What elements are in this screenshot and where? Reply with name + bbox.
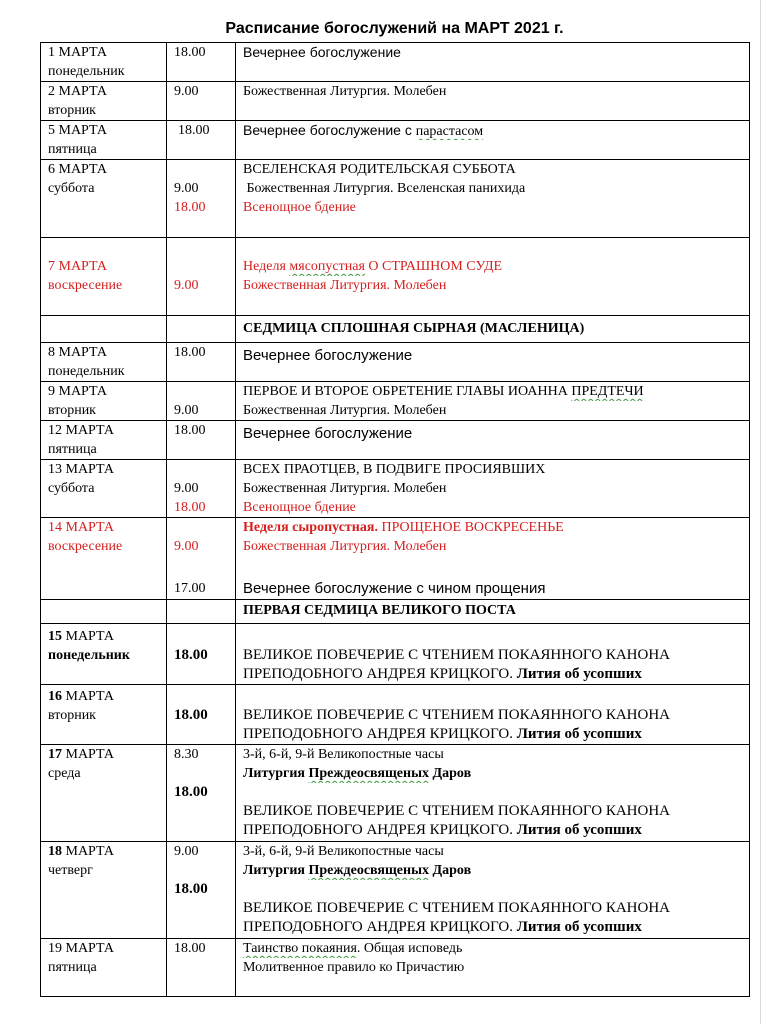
service-line: Божественная Литургия. Вселенская панихида: [246, 181, 526, 196]
weekday: понедельник: [48, 648, 130, 663]
weekday: суббота: [48, 481, 95, 496]
service-line: 3-й, 6-й, 9-й Великопостные часы: [243, 844, 444, 859]
service-line: ВЕЛИКОЕ ПОВЕЧЕРИЕ С ЧТЕНИЕМ ПОКАЯННОГО КАНОНА: [243, 803, 670, 819]
section-header-row: [41, 316, 750, 343]
service-cell: [236, 745, 750, 842]
date-cell: [41, 121, 167, 160]
time: 9.00: [174, 84, 199, 99]
time-cell: [167, 939, 236, 997]
service-cell: [236, 160, 750, 238]
time: 18.00: [174, 707, 208, 723]
weekday: суббота: [48, 181, 95, 196]
time-cell: [167, 43, 236, 82]
service-cell: [236, 939, 750, 997]
service-line: ПРЕПОДОБНОГО АНДРЕЯ КРИЦКОГО. Лития об усопших: [243, 919, 642, 935]
service-line: Таинство покаяния. Общая исповедь: [243, 941, 463, 956]
service-line: ВЕЛИКОЕ ПОВЕЧЕРИЕ С ЧТЕНИЕМ ПОКАЯННОГО КАНОНА: [243, 647, 670, 663]
table-row: [41, 343, 750, 382]
feast-title: ПЕРВОЕ И ВТОРОЕ ОБРЕТЕНИЕ ГЛАВЫ ИОАННА ПРЕДТЕЧИ: [243, 384, 644, 399]
time: 18.00: [174, 941, 206, 956]
time: 9.00: [174, 844, 199, 859]
date: 18 МАРТА: [48, 844, 114, 859]
date: 15 МАРТА: [48, 629, 114, 644]
feast-title: Неделя мясопустная О СТРАШНОМ СУДЕ: [243, 259, 503, 274]
table-row: [41, 685, 750, 745]
service-cell: [236, 82, 750, 121]
time: 18.00: [174, 345, 206, 360]
table-row: [41, 121, 750, 160]
date: 14 МАРТА: [48, 520, 114, 535]
weekday: понедельник: [48, 364, 125, 379]
service-line: ВЕЛИКОЕ ПОВЕЧЕРИЕ С ЧТЕНИЕМ ПОКАЯННОГО КАНОНА: [243, 900, 670, 916]
table-row: [41, 160, 750, 238]
time: 18.00: [174, 45, 206, 60]
time: 9.00: [174, 481, 199, 496]
service-line: 3-й, 6-й, 9-й Великопостные часы: [243, 747, 444, 762]
date-cell: [41, 421, 167, 460]
service-line: Всенощное бдение: [243, 500, 356, 515]
service-line: ВЕЛИКОЕ ПОВЕЧЕРИЕ С ЧТЕНИЕМ ПОКАЯННОГО КАНОНА: [243, 707, 670, 723]
weekday: воскресение: [48, 278, 123, 293]
date-cell: [41, 460, 167, 518]
service-line: Божественная Литургия. Молебен: [243, 539, 447, 554]
section-header-cell: [236, 600, 750, 624]
date: 19 МАРТА: [48, 941, 114, 956]
date: 17 МАРТА: [48, 747, 114, 762]
weekday: вторник: [48, 403, 96, 418]
feast-title: ВСЕХ ПРАОТЦЕВ, В ПОДВИГЕ ПРОСИЯВШИХ: [243, 462, 546, 477]
time: 9.00: [174, 278, 199, 293]
time: 18.00: [178, 123, 210, 138]
service-line: Вечернее богослужение: [243, 425, 413, 442]
weekday: пятница: [48, 442, 97, 457]
page-title: Расписание богослужений на МАРТ 2021 г.: [225, 20, 564, 37]
date-cell: [41, 842, 167, 939]
weekday: среда: [48, 766, 81, 781]
service-cell: [236, 842, 750, 939]
service-line: ПРЕПОДОБНОГО АНДРЕЯ КРИЦКОГО. Лития об усопших: [243, 822, 642, 838]
time: 9.00: [174, 539, 199, 554]
table-row: [41, 382, 750, 421]
service-line: Божественная Литургия. Молебен: [243, 481, 447, 496]
time-cell: [167, 160, 236, 238]
weekday: вторник: [48, 103, 96, 118]
service-line: Молитвенное правило ко Причастию: [243, 960, 465, 975]
section-header-cell: [236, 316, 750, 343]
weekday: понедельник: [48, 64, 125, 79]
schedule-table: [40, 42, 750, 997]
date: 8 МАРТА: [48, 345, 107, 360]
date: 16 МАРТА: [48, 689, 114, 704]
table-row: [41, 460, 750, 518]
weekday: пятница: [48, 142, 97, 157]
time: 9.00: [174, 181, 199, 196]
service-line: ПРЕПОДОБНОГО АНДРЕЯ КРИЦКОГО. Лития об усопших: [243, 666, 642, 682]
service-cell: [236, 460, 750, 518]
date: 13 МАРТА: [48, 462, 114, 477]
weekday: пятница: [48, 960, 97, 975]
date: 5 МАРТА: [48, 123, 107, 138]
time: 18.00: [174, 881, 208, 897]
date-cell: [41, 624, 167, 685]
service-line: Литургия Преждеосвященых Даров: [243, 766, 472, 781]
table-row: [41, 518, 750, 600]
date: 9 МАРТА: [48, 384, 107, 399]
service-cell: [236, 382, 750, 421]
time: 9.00: [174, 403, 199, 418]
time-cell: [167, 82, 236, 121]
service-line: Литургия Преждеосвященых Даров: [243, 863, 472, 878]
time-cell: [167, 382, 236, 421]
table-row: [41, 238, 750, 316]
time-cell: [167, 624, 236, 685]
service-line: Вечернее богослужение с чином прощения: [243, 580, 546, 597]
time-cell: [167, 518, 236, 600]
time-cell: [167, 685, 236, 745]
table-row: [41, 82, 750, 121]
service-cell: [236, 121, 750, 160]
weekday: вторник: [48, 708, 96, 723]
time: 18.00: [174, 423, 206, 438]
service-cell: [236, 238, 750, 316]
weekday: четверг: [48, 863, 93, 878]
time-cell: [167, 121, 236, 160]
page-edge: [760, 0, 761, 1024]
time-cell: [167, 460, 236, 518]
date-cell: [41, 745, 167, 842]
time: 8.30: [174, 747, 199, 762]
time-cell: [167, 745, 236, 842]
date-cell: [41, 82, 167, 121]
service-cell: [236, 624, 750, 685]
table-row: [41, 624, 750, 685]
time: 18.00: [174, 784, 208, 800]
service-line: Вечернее богослужение с парастасом: [243, 122, 484, 139]
time-cell: [167, 842, 236, 939]
time-cell: [167, 343, 236, 382]
date-cell: [41, 382, 167, 421]
feast-title: Неделя сыропустная. ПРОЩЕНОЕ ВОСКРЕСЕНЬЕ: [243, 520, 564, 535]
section-title: СЕДМИЦА СПЛОШНАЯ СЫРНАЯ (МАСЛЕНИЦА): [243, 321, 585, 336]
date-cell: [41, 518, 167, 600]
date-cell: [41, 939, 167, 997]
section-title: ПЕРВАЯ СЕДМИЦА ВЕЛИКОГО ПОСТА: [243, 603, 516, 618]
service-line: Божественная Литургия. Молебен: [243, 278, 447, 293]
table-row: [41, 939, 750, 997]
service-line: Вечернее богослужение: [243, 44, 401, 60]
service-cell: [236, 43, 750, 82]
table-row: [41, 745, 750, 842]
service-line: Всенощное бдение: [243, 200, 356, 215]
date: 7 МАРТА: [48, 259, 107, 274]
date: 6 МАРТА: [48, 162, 107, 177]
date: 1 МАРТА: [48, 45, 107, 60]
service-cell: [236, 518, 750, 600]
weekday: воскресение: [48, 539, 123, 554]
feast-title: ВСЕЛЕНСКАЯ РОДИТЕЛЬСКАЯ СУББОТА: [243, 162, 516, 177]
date-cell: [41, 43, 167, 82]
service-cell: [236, 421, 750, 460]
service-line: Божественная Литургия. Молебен: [243, 403, 447, 418]
table-row: [41, 421, 750, 460]
table-row: [41, 43, 750, 82]
service-line: ПРЕПОДОБНОГО АНДРЕЯ КРИЦКОГО. Лития об усопших: [243, 726, 642, 742]
time-cell: [167, 421, 236, 460]
date: 12 МАРТА: [48, 423, 114, 438]
section-header-row: [41, 600, 750, 624]
table-row: [41, 842, 750, 939]
date: 2 МАРТА: [48, 84, 107, 99]
time: 18.00: [174, 200, 206, 215]
date-cell: [41, 160, 167, 238]
service-line: Божественная Литургия. Молебен: [243, 84, 447, 99]
time: 18.00: [174, 500, 206, 515]
time: 17.00: [174, 581, 206, 596]
date-cell: [41, 685, 167, 745]
service-cell: [236, 685, 750, 745]
service-cell: [236, 343, 750, 382]
time-cell: [167, 238, 236, 316]
date-cell: [41, 238, 167, 316]
service-line: Вечернее богослужение: [243, 347, 413, 364]
time: 18.00: [174, 647, 208, 663]
date-cell: [41, 343, 167, 382]
